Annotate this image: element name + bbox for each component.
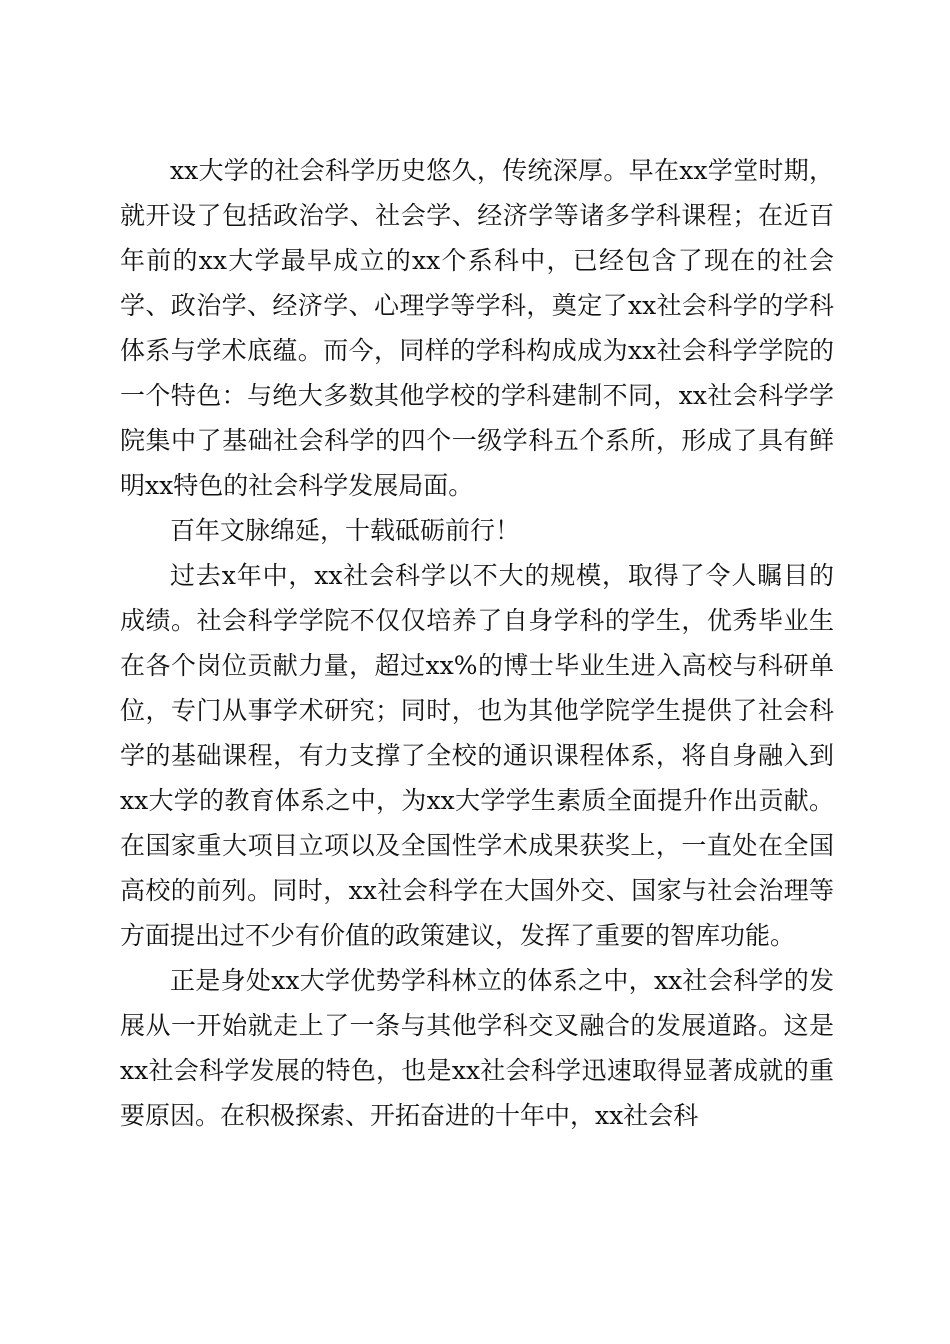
paragraph-achievements: 过去x年中，xx社会科学以不大的规模，取得了令人瞩目的成绩。社会科学学院不仅仅培养了自身学科的学生，优秀毕业生在各个岗位贡献力量，超过xx%的博士毕业生进入高校与科研单位，专门从事学术研究；同时，也为其他学院学生提供了社会科学的基础课程，有力支撑了全校的通识课程体系，将自身融入到xx大学的教育体系之中，为xx大学学生素质全面提升作出贡献。在国家重大项目立项以及全国性学术成果获奖上，一直处在全国高校的前列。同时，xx社会科学在大国外交、国家与社会治理等方面提出过不少有价值的政策建议，发挥了重要的智库功能。 — [120, 561, 834, 950]
document-body — [120, 148, 834, 1138]
paragraph-history: xx大学的社会科学历史悠久，传统深厚。早在xx学堂时期，就开设了包括政治学、社会学、经济学等诸多学科课程；在近百年前的xx大学最早成立的xx个系科中，已经包含了现在的社会学、政治学、经济学、心理学等学科，奠定了xx社会科学的学科体系与学术底蕴。而今，同样的学科构成成为xx社会科学学院的一个特色：与绝大多数其他学校的学科建制不同，xx社会科学学院集中了基础社会科学的四个一级学科五个系所，形成了具有鲜明xx特色的社会科学发展局面。 — [120, 156, 834, 500]
paragraph-development: 正是身处xx大学优势学科林立的体系之中，xx社会科学的发展从一开始就走上了一条与其他学科交叉融合的发展道路。这是xx社会科学发展的特色，也是xx社会科学迅速取得显著成就的重要原因。在积极探索、开拓奋进的十年中，xx社会科 — [120, 966, 834, 1130]
paragraph-motto: 百年文脉绵延，十载砥砺前行！ — [170, 516, 521, 545]
